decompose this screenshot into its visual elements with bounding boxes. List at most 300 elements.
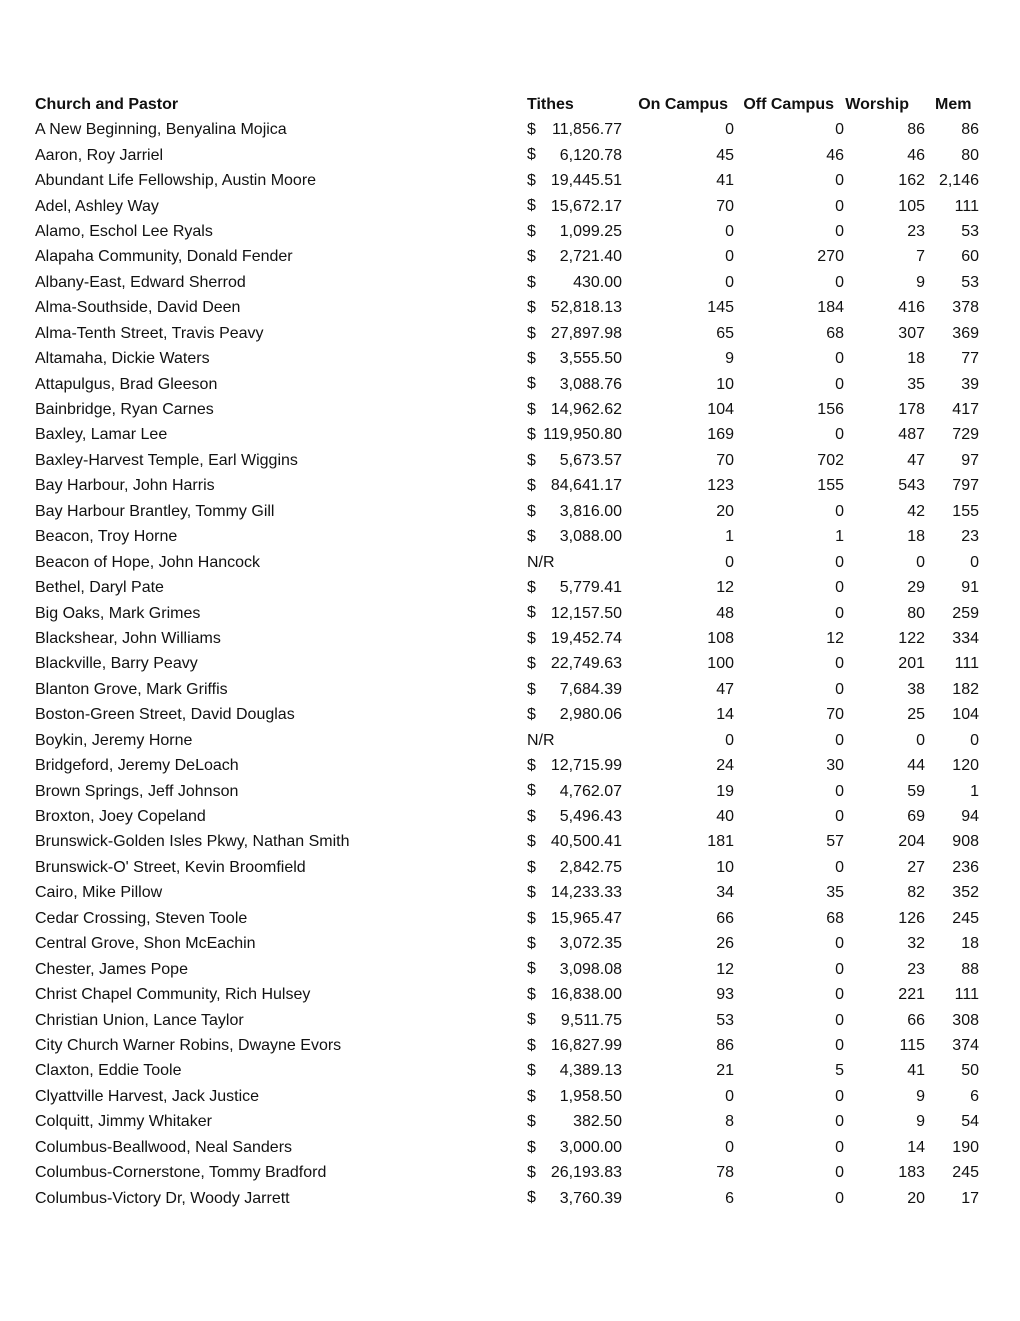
currency-symbol: $	[527, 680, 536, 698]
currency-symbol: $	[527, 884, 536, 902]
table-row	[35, 1058, 985, 1083]
on-campus-cell: 0	[725, 248, 734, 266]
table-row	[35, 346, 985, 371]
church-pastor-cell: Broxton, Joey Copeland	[35, 808, 206, 826]
currency-symbol: $	[527, 1011, 536, 1029]
currency-symbol: $	[527, 299, 536, 317]
on-campus-cell: 169	[707, 426, 734, 444]
currency-symbol: $	[527, 1138, 536, 1156]
on-campus-cell: 0	[725, 731, 734, 749]
header-off-campus: Off Campus	[743, 96, 834, 113]
church-pastor-cell: Columbus-Victory Dr, Woody Jarrett	[35, 1189, 290, 1207]
worship-cell: 201	[898, 655, 925, 673]
tithes-cell	[527, 1160, 628, 1185]
worship-cell: 162	[898, 172, 925, 190]
worship-cell: 69	[907, 808, 925, 826]
membership-cell: 53	[961, 273, 979, 291]
tithes-cell	[527, 1033, 628, 1058]
on-campus-cell: 45	[716, 146, 734, 164]
off-campus-cell: 57	[826, 833, 844, 851]
table-row	[35, 1033, 985, 1058]
church-pastor-cell: Bainbridge, Ryan Carnes	[35, 401, 214, 419]
tithes-not-reported: N/R	[527, 553, 555, 571]
off-campus-cell: 0	[835, 1164, 844, 1182]
currency-symbol: $	[527, 426, 536, 444]
off-campus-cell: 0	[835, 808, 844, 826]
worship-cell: 178	[898, 401, 925, 419]
church-pastor-cell: Columbus-Beallwood, Neal Sanders	[35, 1138, 293, 1156]
header-tithes: Tithes	[527, 96, 574, 113]
membership-cell: 50	[961, 1062, 979, 1080]
tithes-amount: 19,452.74	[550, 629, 622, 647]
tithes-not-reported: N/R	[527, 731, 555, 749]
worship-cell: 29	[907, 579, 925, 597]
currency-symbol: $	[527, 121, 536, 138]
off-campus-cell: 0	[835, 1087, 844, 1105]
table-row	[35, 626, 985, 651]
on-campus-cell: 145	[707, 299, 734, 317]
tithes-amount: 5,673.57	[559, 451, 622, 469]
membership-cell: 1	[970, 782, 979, 800]
church-pastor-cell: Abundant Life Fellowship, Austin Moore	[35, 172, 317, 190]
church-pastor-cell: Boykin, Jeremy Horne	[35, 731, 193, 749]
tithes-amount: 12,715.99	[550, 757, 622, 775]
table-row	[35, 422, 985, 447]
off-campus-cell: 0	[835, 655, 844, 673]
currency-symbol: $	[527, 1163, 536, 1181]
tithes-amount: 6,120.78	[559, 146, 622, 164]
on-campus-cell: 20	[716, 502, 734, 520]
church-pastor-cell: A New Beginning, Benyalina Mojica	[35, 121, 287, 139]
worship-cell: 0	[916, 553, 925, 571]
membership-cell: 0	[970, 553, 979, 571]
church-pastor-cell: Big Oaks, Mark Grimes	[35, 604, 201, 622]
on-campus-cell: 70	[716, 451, 734, 469]
tithes-cell	[527, 778, 628, 803]
off-campus-cell: 0	[835, 858, 844, 876]
tithes-amount: 3,088.00	[559, 528, 622, 546]
membership-cell: 77	[961, 350, 979, 368]
table-row	[35, 1160, 985, 1185]
membership-cell: 155	[952, 502, 979, 520]
table-row	[35, 193, 985, 218]
off-campus-cell: 5	[835, 1062, 844, 1080]
church-pastor-cell: Christian Union, Lance Taylor	[35, 1011, 244, 1029]
currency-symbol: $	[527, 146, 536, 164]
table-row	[35, 906, 985, 931]
currency-symbol: $	[527, 375, 536, 393]
table-row	[35, 1109, 985, 1134]
membership-cell: 245	[952, 1164, 979, 1182]
worship-cell: 20	[907, 1189, 925, 1207]
tithes-amount: 3,760.39	[559, 1189, 622, 1207]
table-row	[35, 600, 985, 625]
membership-cell: 60	[961, 248, 979, 266]
off-campus-cell: 0	[835, 1113, 844, 1131]
worship-cell: 38	[907, 680, 925, 698]
church-pastor-cell: Baxley-Harvest Temple, Earl Wiggins	[35, 451, 298, 469]
tithes-cell	[527, 295, 628, 320]
currency-symbol: $	[527, 528, 536, 545]
church-pastor-cell: Colquitt, Jimmy Whitaker	[35, 1113, 212, 1131]
membership-cell: 236	[952, 858, 979, 876]
worship-cell: 115	[899, 1036, 925, 1054]
worship-cell: 9	[916, 1113, 925, 1131]
membership-cell: 0	[970, 731, 979, 749]
church-pastor-cell: Cairo, Mike Pillow	[35, 884, 163, 902]
worship-cell: 7	[916, 248, 925, 266]
off-campus-cell: 0	[835, 222, 844, 240]
tithes-amount: 3,088.76	[559, 375, 622, 393]
membership-cell: 111	[954, 197, 979, 215]
church-pastor-cell: Bay Harbour Brantley, Tommy Gill	[35, 502, 275, 520]
currency-symbol: $	[527, 1036, 536, 1054]
currency-symbol: $	[527, 349, 536, 367]
currency-symbol: $	[527, 1062, 536, 1080]
church-pastor-cell: Bridgeford, Jeremy DeLoach	[35, 757, 239, 775]
currency-symbol: $	[527, 604, 536, 622]
church-pastor-cell: Brown Springs, Jeff Johnson	[35, 782, 239, 800]
tithes-amount: 2,980.06	[559, 706, 622, 724]
currency-symbol: $	[527, 400, 536, 418]
tithes-amount: 16,827.99	[550, 1036, 622, 1054]
tithes-cell	[527, 677, 628, 702]
table-row	[35, 575, 985, 600]
off-campus-cell: 0	[835, 1036, 844, 1054]
off-campus-cell: 0	[835, 172, 844, 190]
membership-cell: 6	[970, 1087, 979, 1105]
membership-cell: 23	[961, 528, 979, 546]
tithes-amount: 14,233.33	[550, 884, 622, 902]
on-campus-cell: 78	[716, 1164, 734, 1182]
church-pastor-cell: Boston-Green Street, David Douglas	[35, 706, 295, 724]
worship-cell: 59	[907, 782, 925, 800]
on-campus-cell: 0	[725, 1138, 734, 1156]
table-row	[35, 473, 985, 498]
worship-cell: 416	[898, 299, 925, 317]
tithes-cell	[527, 982, 628, 1007]
table-row	[35, 651, 985, 676]
on-campus-cell: 93	[716, 986, 734, 1004]
off-campus-cell: 68	[826, 324, 844, 342]
on-campus-cell: 181	[707, 833, 734, 851]
worship-cell: 44	[907, 757, 925, 775]
on-campus-cell: 21	[716, 1062, 734, 1080]
membership-cell: 2,146	[938, 172, 979, 190]
off-campus-cell: 0	[835, 502, 844, 520]
table-row	[35, 117, 985, 142]
tithes-cell	[527, 1135, 628, 1160]
off-campus-cell: 0	[835, 375, 844, 393]
tithes-amount: 27,897.98	[550, 324, 622, 342]
off-campus-cell: 35	[826, 884, 844, 902]
off-campus-cell: 0	[835, 604, 844, 622]
table-row	[35, 1135, 985, 1160]
table-row	[35, 295, 985, 320]
tithes-cell	[527, 575, 628, 600]
tithes-cell	[527, 906, 628, 931]
tithes-cell	[527, 880, 628, 905]
off-campus-cell: 12	[826, 629, 844, 647]
membership-cell: 797	[952, 477, 979, 495]
membership-cell: 308	[952, 1011, 979, 1029]
tithes-cell	[527, 371, 628, 396]
on-campus-cell: 10	[716, 858, 734, 876]
membership-cell: 18	[961, 935, 979, 953]
on-campus-cell: 66	[716, 909, 734, 927]
tithes-cell	[527, 397, 628, 422]
on-campus-cell: 108	[707, 629, 734, 647]
tithes-amount: 11,856.77	[552, 121, 622, 139]
currency-symbol: $	[527, 756, 536, 774]
header-worship: Worship	[845, 96, 909, 113]
tithes-cell	[527, 117, 628, 142]
table-row	[35, 371, 985, 396]
on-campus-cell: 19	[716, 782, 734, 800]
on-campus-cell: 104	[707, 401, 734, 419]
tithes-cell	[527, 524, 628, 549]
table-row	[35, 956, 985, 981]
tithes-cell	[527, 448, 628, 473]
off-campus-cell: 0	[835, 579, 844, 597]
currency-symbol: $	[527, 807, 536, 825]
worship-cell: 66	[907, 1011, 925, 1029]
on-campus-cell: 70	[716, 197, 734, 215]
worship-cell: 35	[907, 375, 925, 393]
off-campus-cell: 702	[817, 451, 844, 469]
currency-symbol: $	[527, 171, 536, 189]
off-campus-cell: 156	[817, 401, 844, 419]
worship-cell: 487	[898, 426, 925, 444]
table-row	[35, 880, 985, 905]
church-pastor-cell: Central Grove, Shon McEachin	[35, 935, 256, 953]
worship-cell: 86	[907, 121, 925, 139]
currency-symbol: $	[527, 248, 536, 266]
tithes-amount: 52,818.13	[550, 299, 622, 317]
worship-cell: 204	[898, 833, 925, 851]
on-campus-cell: 14	[716, 706, 734, 724]
currency-symbol: $	[527, 858, 536, 876]
tithes-cell	[527, 1109, 628, 1134]
church-pastor-cell: Alma-Southside, David Deen	[35, 299, 241, 317]
off-campus-cell: 0	[835, 197, 844, 215]
worship-cell: 18	[907, 350, 925, 368]
off-campus-cell: 68	[826, 909, 844, 927]
membership-cell: 334	[952, 629, 979, 647]
table-row	[35, 677, 985, 702]
off-campus-cell: 184	[817, 299, 844, 317]
on-campus-cell: 0	[725, 1087, 734, 1105]
currency-symbol: $	[527, 706, 536, 724]
church-pastor-cell: Blackshear, John Williams	[35, 629, 221, 647]
currency-symbol: $	[527, 655, 536, 673]
tithes-amount: 3,000.00	[559, 1138, 622, 1156]
church-pastor-cell: Claxton, Eddie Toole	[35, 1062, 182, 1080]
tithes-amount: 3,555.50	[559, 350, 622, 368]
table-header	[35, 92, 985, 117]
membership-cell: 374	[952, 1036, 979, 1054]
on-campus-cell: 1	[725, 528, 734, 546]
tithes-cell	[527, 829, 628, 854]
on-campus-cell: 65	[716, 324, 734, 342]
off-campus-cell: 155	[817, 477, 844, 495]
tithes-cell	[527, 651, 628, 676]
table-row	[35, 931, 985, 956]
on-campus-cell: 100	[707, 655, 734, 673]
on-campus-cell: 0	[725, 121, 734, 139]
membership-cell: 104	[952, 706, 979, 724]
on-campus-cell: 12	[716, 579, 734, 597]
tithes-amount: 26,193.83	[550, 1164, 622, 1182]
tithes-cell	[527, 321, 628, 346]
tithes-amount: 40,500.41	[550, 833, 622, 851]
worship-cell: 25	[907, 706, 925, 724]
table-row	[35, 168, 985, 193]
membership-cell: 111	[954, 655, 979, 673]
off-campus-cell: 0	[835, 121, 844, 139]
worship-cell: 14	[907, 1138, 925, 1156]
church-pastor-cell: Blackville, Barry Peavy	[35, 655, 198, 673]
tithes-cell	[527, 473, 628, 498]
church-pastor-cell: Clyattville Harvest, Jack Justice	[35, 1087, 260, 1105]
off-campus-cell: 0	[835, 986, 844, 1004]
table-row	[35, 855, 985, 880]
table-row	[35, 549, 985, 574]
worship-cell: 18	[907, 528, 925, 546]
membership-cell: 908	[952, 833, 979, 851]
membership-cell: 91	[961, 579, 979, 597]
on-campus-cell: 48	[716, 604, 734, 622]
worship-cell: 0	[916, 731, 925, 749]
tithes-cell	[527, 244, 628, 269]
currency-symbol: $	[527, 960, 536, 978]
membership-cell: 97	[961, 451, 979, 469]
tithes-cell	[527, 549, 628, 574]
table-row	[35, 804, 985, 829]
tithes-cell	[527, 728, 628, 753]
tithes-amount: 3,072.35	[559, 935, 622, 953]
table-row	[35, 728, 985, 753]
church-stats-table	[35, 92, 985, 1211]
church-pastor-cell: Columbus-Cornerstone, Tommy Bradford	[35, 1164, 327, 1182]
header-church-and-pastor: Church and Pastor	[35, 96, 179, 113]
table-row	[35, 1007, 985, 1032]
church-pastor-cell: Bethel, Daryl Pate	[35, 579, 164, 597]
tithes-amount: 1,099.25	[559, 222, 622, 240]
church-pastor-cell: Albany-East, Edward Sherrod	[35, 273, 246, 291]
worship-cell: 543	[898, 477, 925, 495]
table-row	[35, 778, 985, 803]
on-campus-cell: 10	[716, 375, 734, 393]
membership-cell: 80	[961, 146, 979, 164]
membership-cell: 417	[952, 401, 979, 419]
church-pastor-cell: Attapulgus, Brad Gleeson	[35, 375, 218, 393]
tithes-cell	[527, 1007, 628, 1032]
church-pastor-cell: Blanton Grove, Mark Griffis	[35, 680, 228, 698]
on-campus-cell: 0	[725, 553, 734, 571]
currency-symbol: $	[527, 909, 536, 927]
tithes-amount: 15,672.17	[550, 197, 622, 215]
table-row	[35, 219, 985, 244]
worship-cell: 221	[898, 986, 925, 1004]
header-on-campus: On Campus	[638, 96, 728, 113]
church-pastor-cell: Alapaha Community, Donald Fender	[35, 248, 293, 266]
table-row	[35, 397, 985, 422]
currency-symbol: $	[527, 1113, 536, 1131]
church-pastor-cell: Alma-Tenth Street, Travis Peavy	[35, 324, 264, 342]
worship-cell: 27	[907, 858, 925, 876]
membership-cell: 245	[952, 909, 979, 927]
tithes-cell	[527, 499, 628, 524]
table-row	[35, 829, 985, 854]
tithes-cell	[527, 1058, 628, 1083]
tithes-amount: 1,958.50	[559, 1087, 622, 1105]
table-row	[35, 753, 985, 778]
church-pastor-cell: Bay Harbour, John Harris	[35, 477, 215, 495]
currency-symbol: $	[527, 324, 536, 342]
tithes-amount: 382.50	[573, 1113, 622, 1131]
tithes-amount: 5,779.41	[559, 579, 622, 597]
on-campus-cell: 12	[716, 960, 734, 978]
currency-symbol: $	[527, 782, 536, 800]
tithes-amount: 7,684.39	[559, 680, 622, 698]
tithes-amount: 12,157.50	[550, 604, 622, 622]
on-campus-cell: 47	[716, 680, 734, 698]
table-row	[35, 448, 985, 473]
tithes-amount: 14,962.62	[550, 401, 622, 419]
off-campus-cell: 270	[817, 248, 844, 266]
table-row	[35, 702, 985, 727]
off-campus-cell: 30	[826, 757, 844, 775]
currency-symbol: $	[527, 935, 536, 952]
off-campus-cell: 0	[835, 782, 844, 800]
tithes-cell	[527, 956, 628, 981]
tithes-cell	[527, 422, 628, 447]
membership-cell: 17	[961, 1189, 979, 1207]
on-campus-cell: 41	[716, 172, 734, 190]
on-campus-cell: 24	[716, 757, 734, 775]
membership-cell: 378	[952, 299, 979, 317]
tithes-amount: 16,838.00	[550, 986, 622, 1004]
tithes-amount: 84,641.17	[550, 477, 622, 495]
worship-cell: 42	[907, 502, 925, 520]
currency-symbol: $	[527, 1087, 536, 1105]
off-campus-cell: 0	[835, 1189, 844, 1207]
membership-cell: 53	[961, 222, 979, 240]
church-pastor-cell: Brunswick-Golden Isles Pkwy, Nathan Smith	[35, 833, 350, 851]
worship-cell: 105	[898, 197, 925, 215]
currency-symbol: $	[527, 629, 536, 647]
currency-symbol: $	[527, 451, 536, 469]
tithes-cell	[527, 219, 628, 244]
worship-cell: 46	[907, 146, 925, 164]
worship-cell: 41	[907, 1062, 925, 1080]
membership-cell: 94	[961, 808, 979, 826]
table-row	[35, 1185, 985, 1210]
membership-cell: 86	[961, 121, 979, 139]
on-campus-cell: 34	[716, 884, 734, 902]
currency-symbol: $	[527, 197, 536, 215]
membership-cell: 111	[954, 986, 979, 1004]
currency-symbol: $	[527, 578, 536, 596]
worship-cell: 23	[907, 222, 925, 240]
on-campus-cell: 86	[716, 1036, 734, 1054]
table-row	[35, 1084, 985, 1109]
tithes-amount: 15,965.47	[550, 909, 622, 927]
on-campus-cell: 26	[716, 935, 734, 953]
church-pastor-cell: Christ Chapel Community, Rich Hulsey	[35, 986, 311, 1004]
membership-cell: 352	[952, 884, 979, 902]
